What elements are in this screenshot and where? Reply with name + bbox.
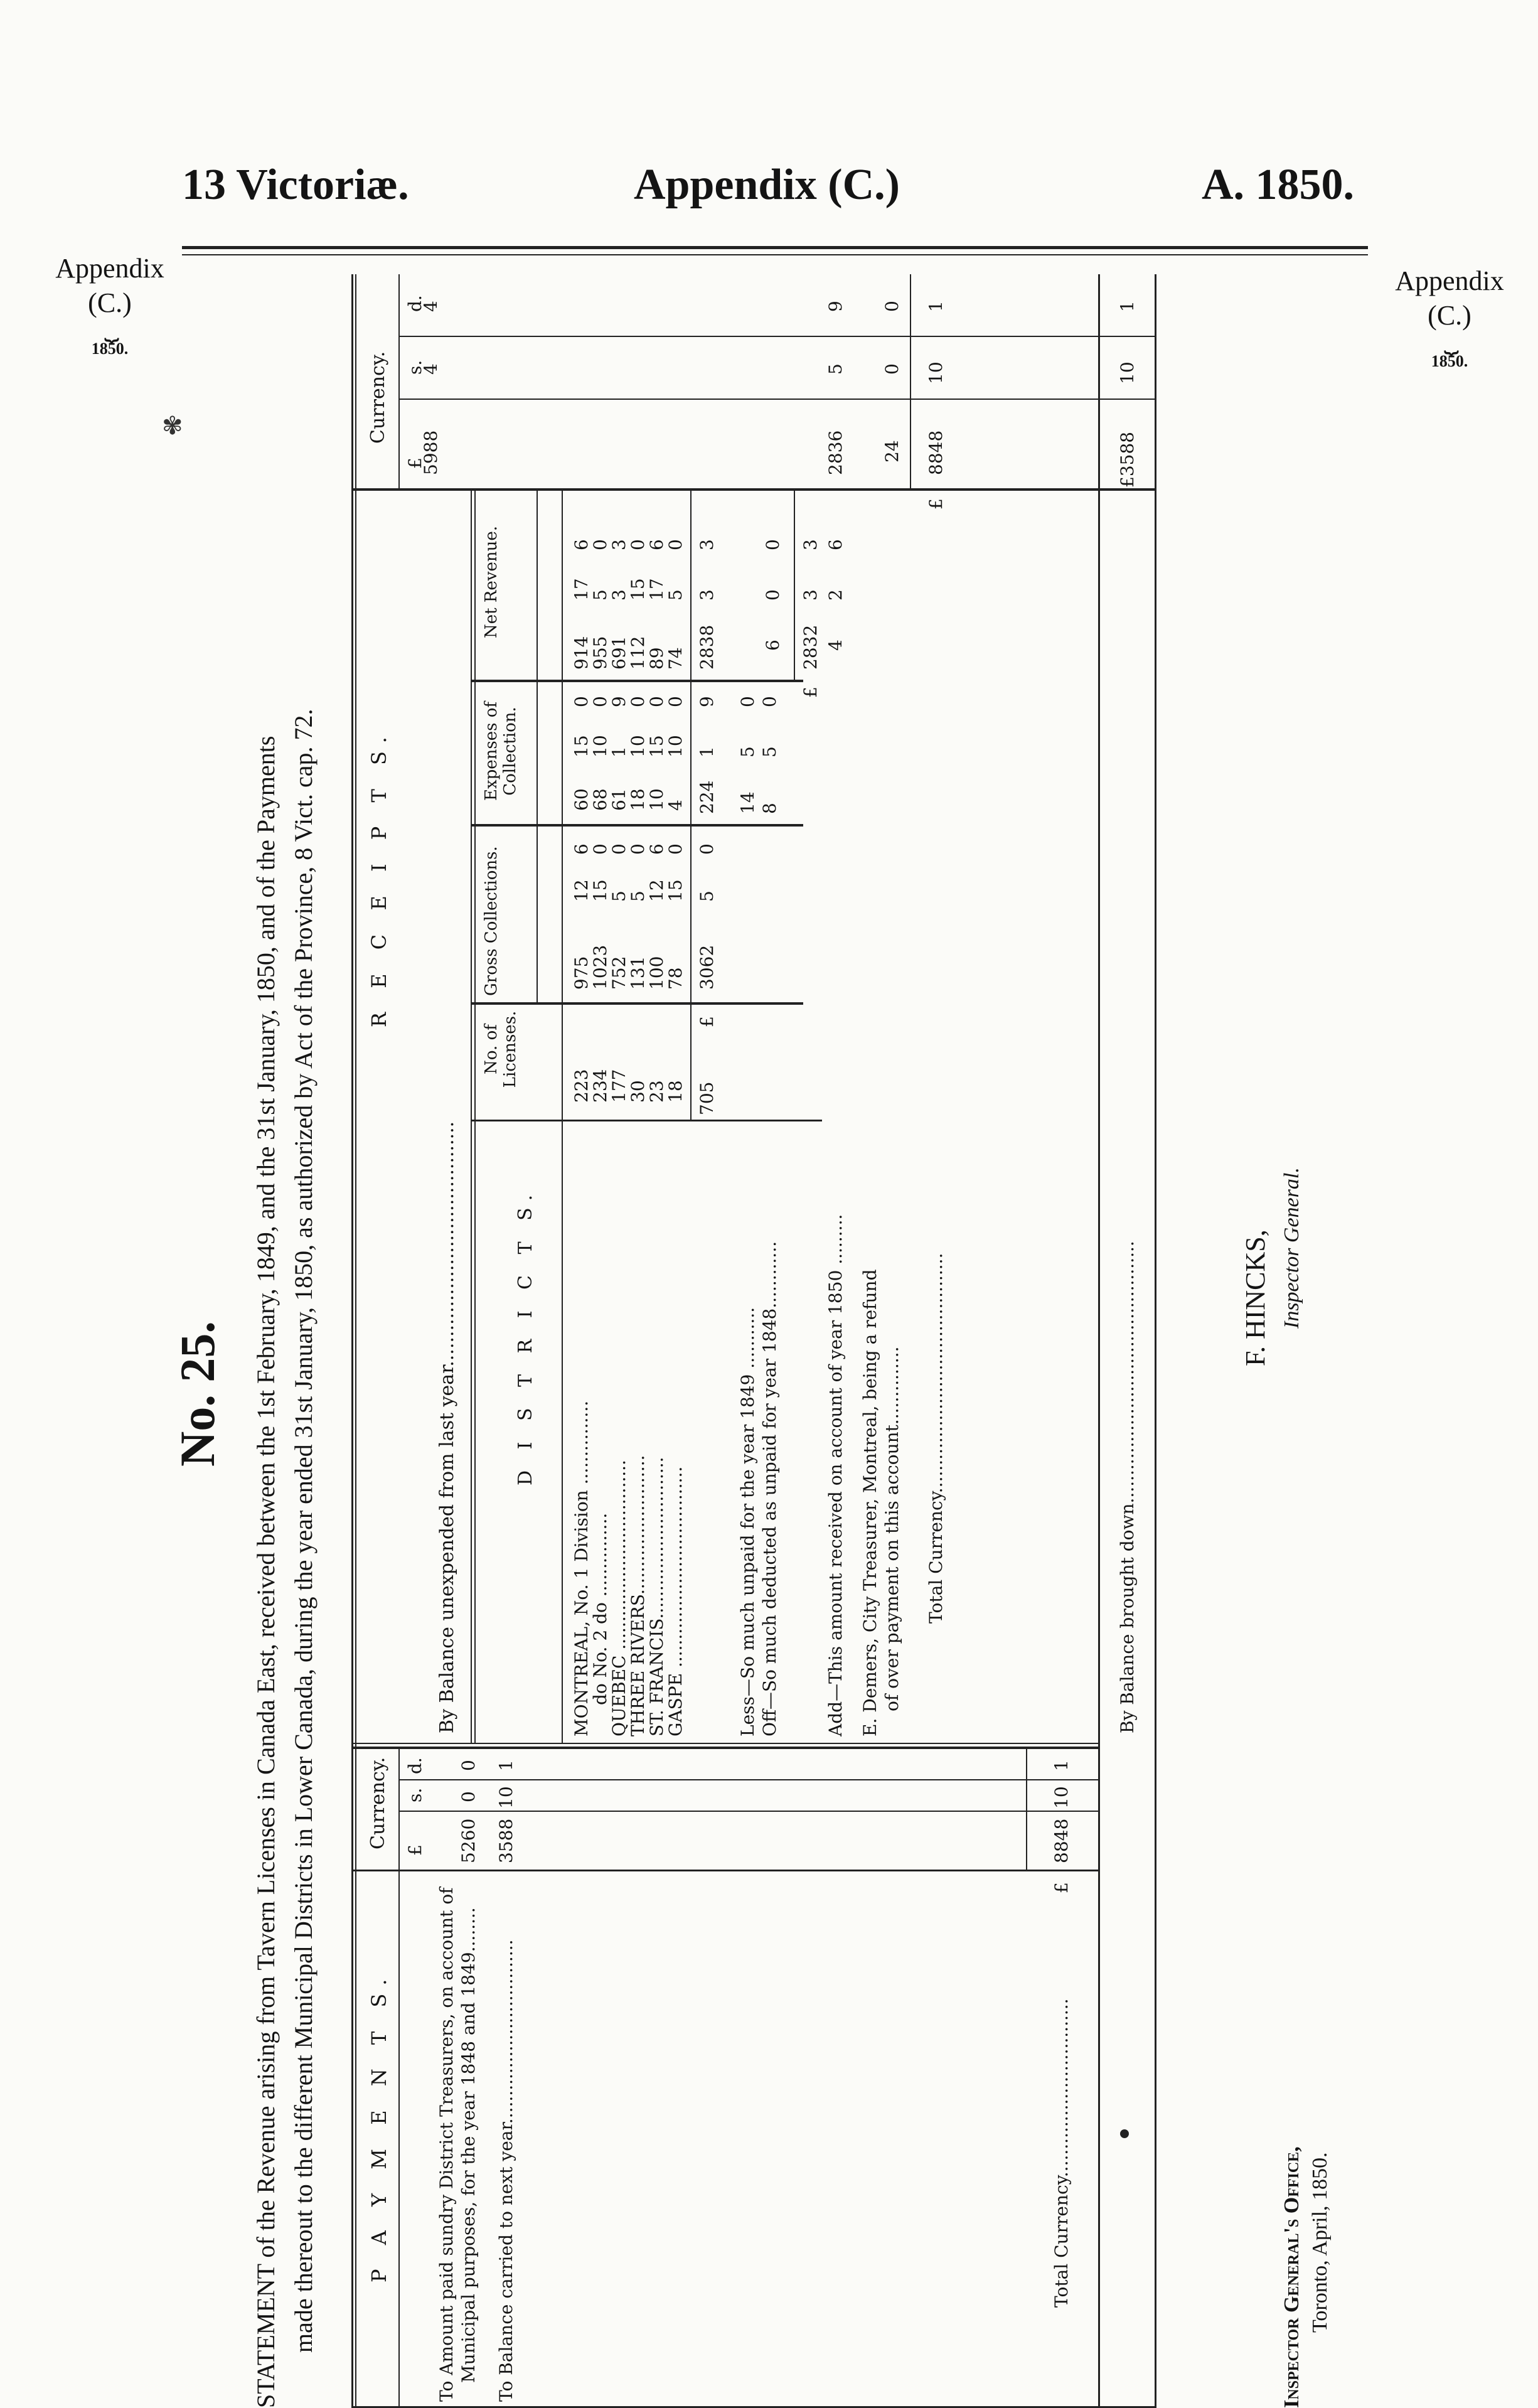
- less-pence: 0: [737, 696, 758, 707]
- district-licenses: 23: [646, 1080, 667, 1103]
- district-expenses-0: 60: [571, 788, 592, 811]
- payment-row2-label: To Balance carried to next year.................................: [496, 1939, 516, 2402]
- district-net-1: 3: [609, 589, 629, 601]
- districts-title: D I S T R I C T S.: [515, 1187, 537, 1485]
- payment-row1-shillings: 0: [458, 1791, 479, 1802]
- district-expenses-1: 15: [571, 735, 592, 757]
- header-year: A. 1850.: [1202, 161, 1355, 209]
- district-name: QUEBEC ..................................: [609, 1460, 629, 1736]
- district-gross-2: 0: [590, 843, 611, 855]
- district-expenses-0: 68: [590, 788, 611, 811]
- district-gross-0: 1023: [590, 944, 611, 990]
- signature-name: F. HINCKS,: [1240, 1229, 1271, 1366]
- district-net-0: 89: [646, 647, 667, 670]
- district-licenses: 234: [590, 1069, 611, 1103]
- district-gross-0: 752: [609, 956, 629, 990]
- receipts-s-rule: [398, 399, 1155, 400]
- district-expenses-2: 0: [627, 696, 648, 707]
- payments-total-mark: £: [1051, 1882, 1072, 1893]
- signature-title: Inspector General.: [1280, 1167, 1303, 1329]
- district-net-2: 3: [609, 539, 629, 550]
- receipts-d-rule: [398, 336, 1155, 337]
- district-expenses-1: 15: [646, 735, 667, 757]
- district-name: GASPE ....................................: [665, 1466, 686, 1736]
- district-expenses-0: 18: [627, 788, 648, 811]
- off-pounds: 8: [759, 803, 780, 814]
- receipt-balance-pounds: 5988: [420, 430, 441, 475]
- net-col-rule: [471, 680, 803, 682]
- table-top-rule: [351, 274, 353, 2408]
- balance-down-pounds: £3588: [1117, 431, 1138, 488]
- payment-row2-pounds: 3588: [496, 1818, 516, 1863]
- district-licenses: 223: [571, 1069, 592, 1103]
- add-pence: 6: [825, 539, 846, 550]
- district-gross-1: 12: [646, 879, 667, 902]
- demers-shillings: 0: [882, 363, 902, 375]
- statement-title-line1: STATEMENT of the Revenue arising from Tavern Licenses in Canada East, received between the 1st February, 1849, and the 31st January, 1850, and of the Payments: [252, 736, 280, 2408]
- district-net-1: 5: [590, 589, 611, 601]
- district-net-2: 0: [627, 539, 648, 550]
- district-net-0: 691: [609, 636, 629, 670]
- brace-icon: ⏟: [1444, 326, 1455, 354]
- receipts-total-rule: [910, 274, 911, 491]
- rotated-statement: [169, 274, 1374, 2408]
- subtotal-gross-shillings: 5: [697, 891, 717, 902]
- subtotal-net-shillings: 3: [697, 589, 717, 601]
- office-line1: Inspector General's Office,: [1280, 2146, 1303, 2408]
- off-shillings: 5: [759, 746, 780, 757]
- district-gross-2: 6: [571, 843, 592, 855]
- gross-col-rule: [471, 1002, 803, 1005]
- receipts-total-label: Total Currency...........................................: [926, 1253, 946, 1624]
- off-label: Off—So much deducted as unpaid for year 1848............: [759, 1241, 780, 1736]
- payments-title: P A Y M E N T S.: [367, 1970, 391, 2282]
- district-net-2: 0: [665, 539, 686, 550]
- pounds-label: £: [405, 458, 425, 469]
- demers-pence: 0: [882, 301, 902, 312]
- ornament-icon: ✾: [162, 412, 183, 441]
- district-expenses-2: 0: [571, 696, 592, 707]
- margin-note-title: Appendix: [55, 253, 164, 284]
- payments-s-rule: [398, 1811, 1098, 1812]
- statement-title-line2: made thereout to the different Municipal Districts in Lower Canada, during the year ended 31st January, 1850, as authorized by Act of the Province, 8 Vict. cap. 72.: [289, 709, 318, 2353]
- ink-dot: [1120, 2129, 1129, 2138]
- margin-note-right: [1371, 264, 1528, 372]
- payment-row1-line2: Municipal purposes, for the year 1848 and 1849........: [458, 1907, 479, 2383]
- district-net-1: 15: [627, 578, 648, 601]
- district-net-2: 6: [646, 539, 667, 550]
- district-licenses: 18: [665, 1080, 686, 1103]
- district-expenses-0: 10: [646, 788, 667, 811]
- subtotal-licenses: 705: [697, 1081, 717, 1115]
- balance-down-label: By Balance brought down...............................................: [1117, 1241, 1138, 1733]
- district-gross-1: 15: [590, 879, 611, 902]
- payment-row1-line1: To Amount paid sundry District Treasurers, on account of: [436, 1887, 457, 2402]
- subtotal-gross-pence: 0: [697, 843, 717, 855]
- district-gross-0: 131: [627, 956, 648, 990]
- payments-divider-thin: [351, 1743, 1098, 1744]
- office-line2: Toronto, April, 1850.: [1308, 2152, 1332, 2333]
- district-expenses-2: 0: [646, 696, 667, 707]
- margin-note-year: 1850.: [1431, 352, 1468, 370]
- add-currency-shillings: 5: [825, 363, 846, 375]
- district-net-2: 6: [571, 539, 592, 550]
- subheader-rule: [537, 490, 538, 1005]
- less-off-net-pence: 0: [762, 539, 783, 550]
- district-gross-1: 5: [609, 891, 629, 902]
- off-pence: 0: [759, 696, 780, 707]
- payments-d-rule: [398, 1779, 1098, 1780]
- shillings-label: s.: [405, 1787, 425, 1802]
- district-net-1: 17: [571, 578, 592, 601]
- subtotal-expenses-pounds: 224: [697, 780, 717, 814]
- margin-note-year: 1850.: [91, 340, 129, 358]
- net-total-rule: [794, 491, 795, 682]
- district-expenses-0: 4: [665, 800, 686, 811]
- receipt-balance-shillings: 4: [420, 363, 441, 375]
- district-net-1: 5: [665, 589, 686, 601]
- less-off-net-shillings: 0: [762, 589, 783, 601]
- districts-top-rule: [471, 491, 472, 1743]
- add-net-total-pence: 3: [800, 539, 821, 550]
- subtotal-rule: [690, 491, 692, 1121]
- header-session: 13 Victoriæ.: [182, 161, 409, 209]
- add-currency-pounds: 2836: [825, 430, 846, 475]
- margin-note-title: Appendix: [1395, 265, 1504, 296]
- less-pounds: 14: [737, 791, 758, 814]
- shillings-label: s.: [405, 360, 425, 375]
- district-gross-2: 0: [609, 843, 629, 855]
- balance-down-rule: [1155, 274, 1156, 2408]
- gross-header: Gross Collections.: [482, 846, 501, 996]
- document-number: No. 25.: [170, 1321, 225, 1467]
- payment-row2-pence: 1: [496, 1760, 516, 1771]
- district-net-1: 17: [646, 578, 667, 601]
- receipts-title: R E C E I P T S.: [367, 728, 391, 1027]
- demers-line1: E. Demers, City Treasurer, Montreal, being a refund: [860, 1269, 880, 1736]
- district-gross-2: 6: [646, 843, 667, 855]
- balance-down-pence: 1: [1117, 301, 1138, 312]
- brace-icon: ⏟: [104, 313, 115, 341]
- payments-total-pence: 1: [1051, 1760, 1072, 1771]
- payment-row1-pounds: 5260: [458, 1818, 479, 1863]
- district-expenses-2: 0: [590, 696, 611, 707]
- pounds-label: £: [405, 1844, 425, 1856]
- payments-divider: [351, 1747, 1098, 1749]
- expenses-header: Expenses of Collection.: [482, 701, 520, 801]
- district-name: MONTREAL, No. 1 Division ...............: [571, 1400, 592, 1736]
- subtotal-expenses-shillings: 1: [697, 746, 717, 757]
- receipt-balance-label: By Balance unexpended from last year.........................................: [436, 1121, 458, 1733]
- demers-pounds: 24: [882, 440, 902, 463]
- header-rule-thin: [182, 254, 1368, 255]
- district-licenses: 177: [609, 1069, 629, 1103]
- demers-line2: of over payment on this account..............: [882, 1346, 902, 1711]
- receipts-total-shillings: 10: [926, 361, 946, 384]
- district-expenses-1: 1: [609, 746, 629, 757]
- payments-currency-rule: [351, 1870, 1098, 1871]
- district-gross-2: 0: [665, 843, 686, 855]
- add-net-total-shillings: 3: [800, 589, 821, 601]
- district-gross-1: 5: [627, 891, 648, 902]
- margin-note-label: (C.): [88, 287, 132, 318]
- districts-header-rule: [562, 491, 563, 1743]
- add-currency-pence: 9: [825, 301, 846, 312]
- district-expenses-1: 10: [590, 735, 611, 757]
- district-gross-0: 100: [646, 956, 667, 990]
- licenses-col-rule: [471, 1120, 822, 1121]
- receipts-total-pence: 1: [926, 301, 946, 312]
- subtotal-gross-pounds: 3062: [697, 944, 717, 990]
- subtotal-expenses-pence: 9: [697, 696, 717, 707]
- subtotal-net-pounds: 2838: [697, 624, 717, 670]
- receipts-currency-rule: [351, 488, 1155, 491]
- payments-header-rule: [398, 1749, 400, 2408]
- district-expenses-1: 10: [627, 735, 648, 757]
- receipt-balance-pence: 4: [420, 301, 441, 312]
- district-expenses-1: 10: [665, 735, 686, 757]
- add-net-total-pounds: 2832: [800, 624, 821, 670]
- add-label: Add—This amount received on account of year 1850 .........: [825, 1214, 846, 1736]
- pence-label: d.: [405, 295, 425, 312]
- district-licenses: 30: [627, 1080, 648, 1103]
- district-expenses-2: 9: [609, 696, 629, 707]
- district-net-0: 914: [571, 636, 592, 670]
- district-net-0: 955: [590, 636, 611, 670]
- district-gross-1: 15: [665, 879, 686, 902]
- payment-row1-pence: 0: [458, 1760, 479, 1771]
- less-label: Less—So much unpaid for the year 1849 ...........: [737, 1307, 758, 1736]
- district-name: ST. FRANCIS.............................: [646, 1457, 667, 1736]
- licenses-header: No. of Licenses.: [482, 1010, 520, 1088]
- payments-total-label: Total Currency................................: [1051, 1998, 1072, 2308]
- district-expenses-0: 61: [609, 788, 629, 811]
- table-bottom-rule: [1098, 274, 1100, 2408]
- pence-label: d.: [405, 1757, 425, 1774]
- receipts-total-pounds: 8848: [926, 430, 946, 475]
- receipts-currency-label: Currency.: [367, 351, 389, 444]
- table-top-rule-thin: [355, 274, 356, 2408]
- district-net-0: 74: [665, 647, 686, 670]
- payments-total-pounds: 8848: [1051, 1818, 1072, 1863]
- district-name: THREE RIVERS.........................: [627, 1455, 648, 1736]
- add-pounds: 4: [825, 639, 846, 651]
- district-expenses-2: 0: [665, 696, 686, 707]
- district-net-0: 112: [627, 636, 648, 670]
- expenses-col-rule: [471, 824, 803, 827]
- receipts-currency-header-rule: [398, 274, 400, 491]
- header-appendix: Appendix (C.): [634, 161, 900, 209]
- margin-note-label: (C.): [1428, 300, 1471, 331]
- add-shillings: 2: [825, 589, 846, 601]
- payment-row2-shillings: 10: [496, 1786, 516, 1809]
- district-gross-0: 975: [571, 956, 592, 990]
- district-gross-0: 78: [665, 967, 686, 990]
- district-gross-1: 12: [571, 879, 592, 902]
- districts-top-rule-thin: [474, 491, 476, 1743]
- less-off-net-pounds: 6: [762, 639, 783, 651]
- less-shillings: 5: [737, 746, 758, 757]
- header-rule: [182, 246, 1368, 249]
- district-gross-2: 0: [627, 843, 648, 855]
- district-net-2: 0: [590, 539, 611, 550]
- payments-total-rule: [1026, 1749, 1027, 1871]
- net-header: Net Revenue.: [482, 525, 501, 638]
- subtotal-net-pence: 3: [697, 539, 717, 550]
- balance-down-shillings: 10: [1117, 361, 1138, 384]
- add-mark: £: [800, 687, 821, 698]
- payments-currency-label: Currency.: [367, 1757, 389, 1849]
- district-name: do No. 2 do ...............: [590, 1512, 611, 1705]
- subtotal-mark: £: [697, 1016, 717, 1027]
- receipts-total-mark: £: [926, 498, 946, 510]
- payments-total-shillings: 10: [1051, 1786, 1072, 1809]
- margin-note-left: [44, 251, 176, 360]
